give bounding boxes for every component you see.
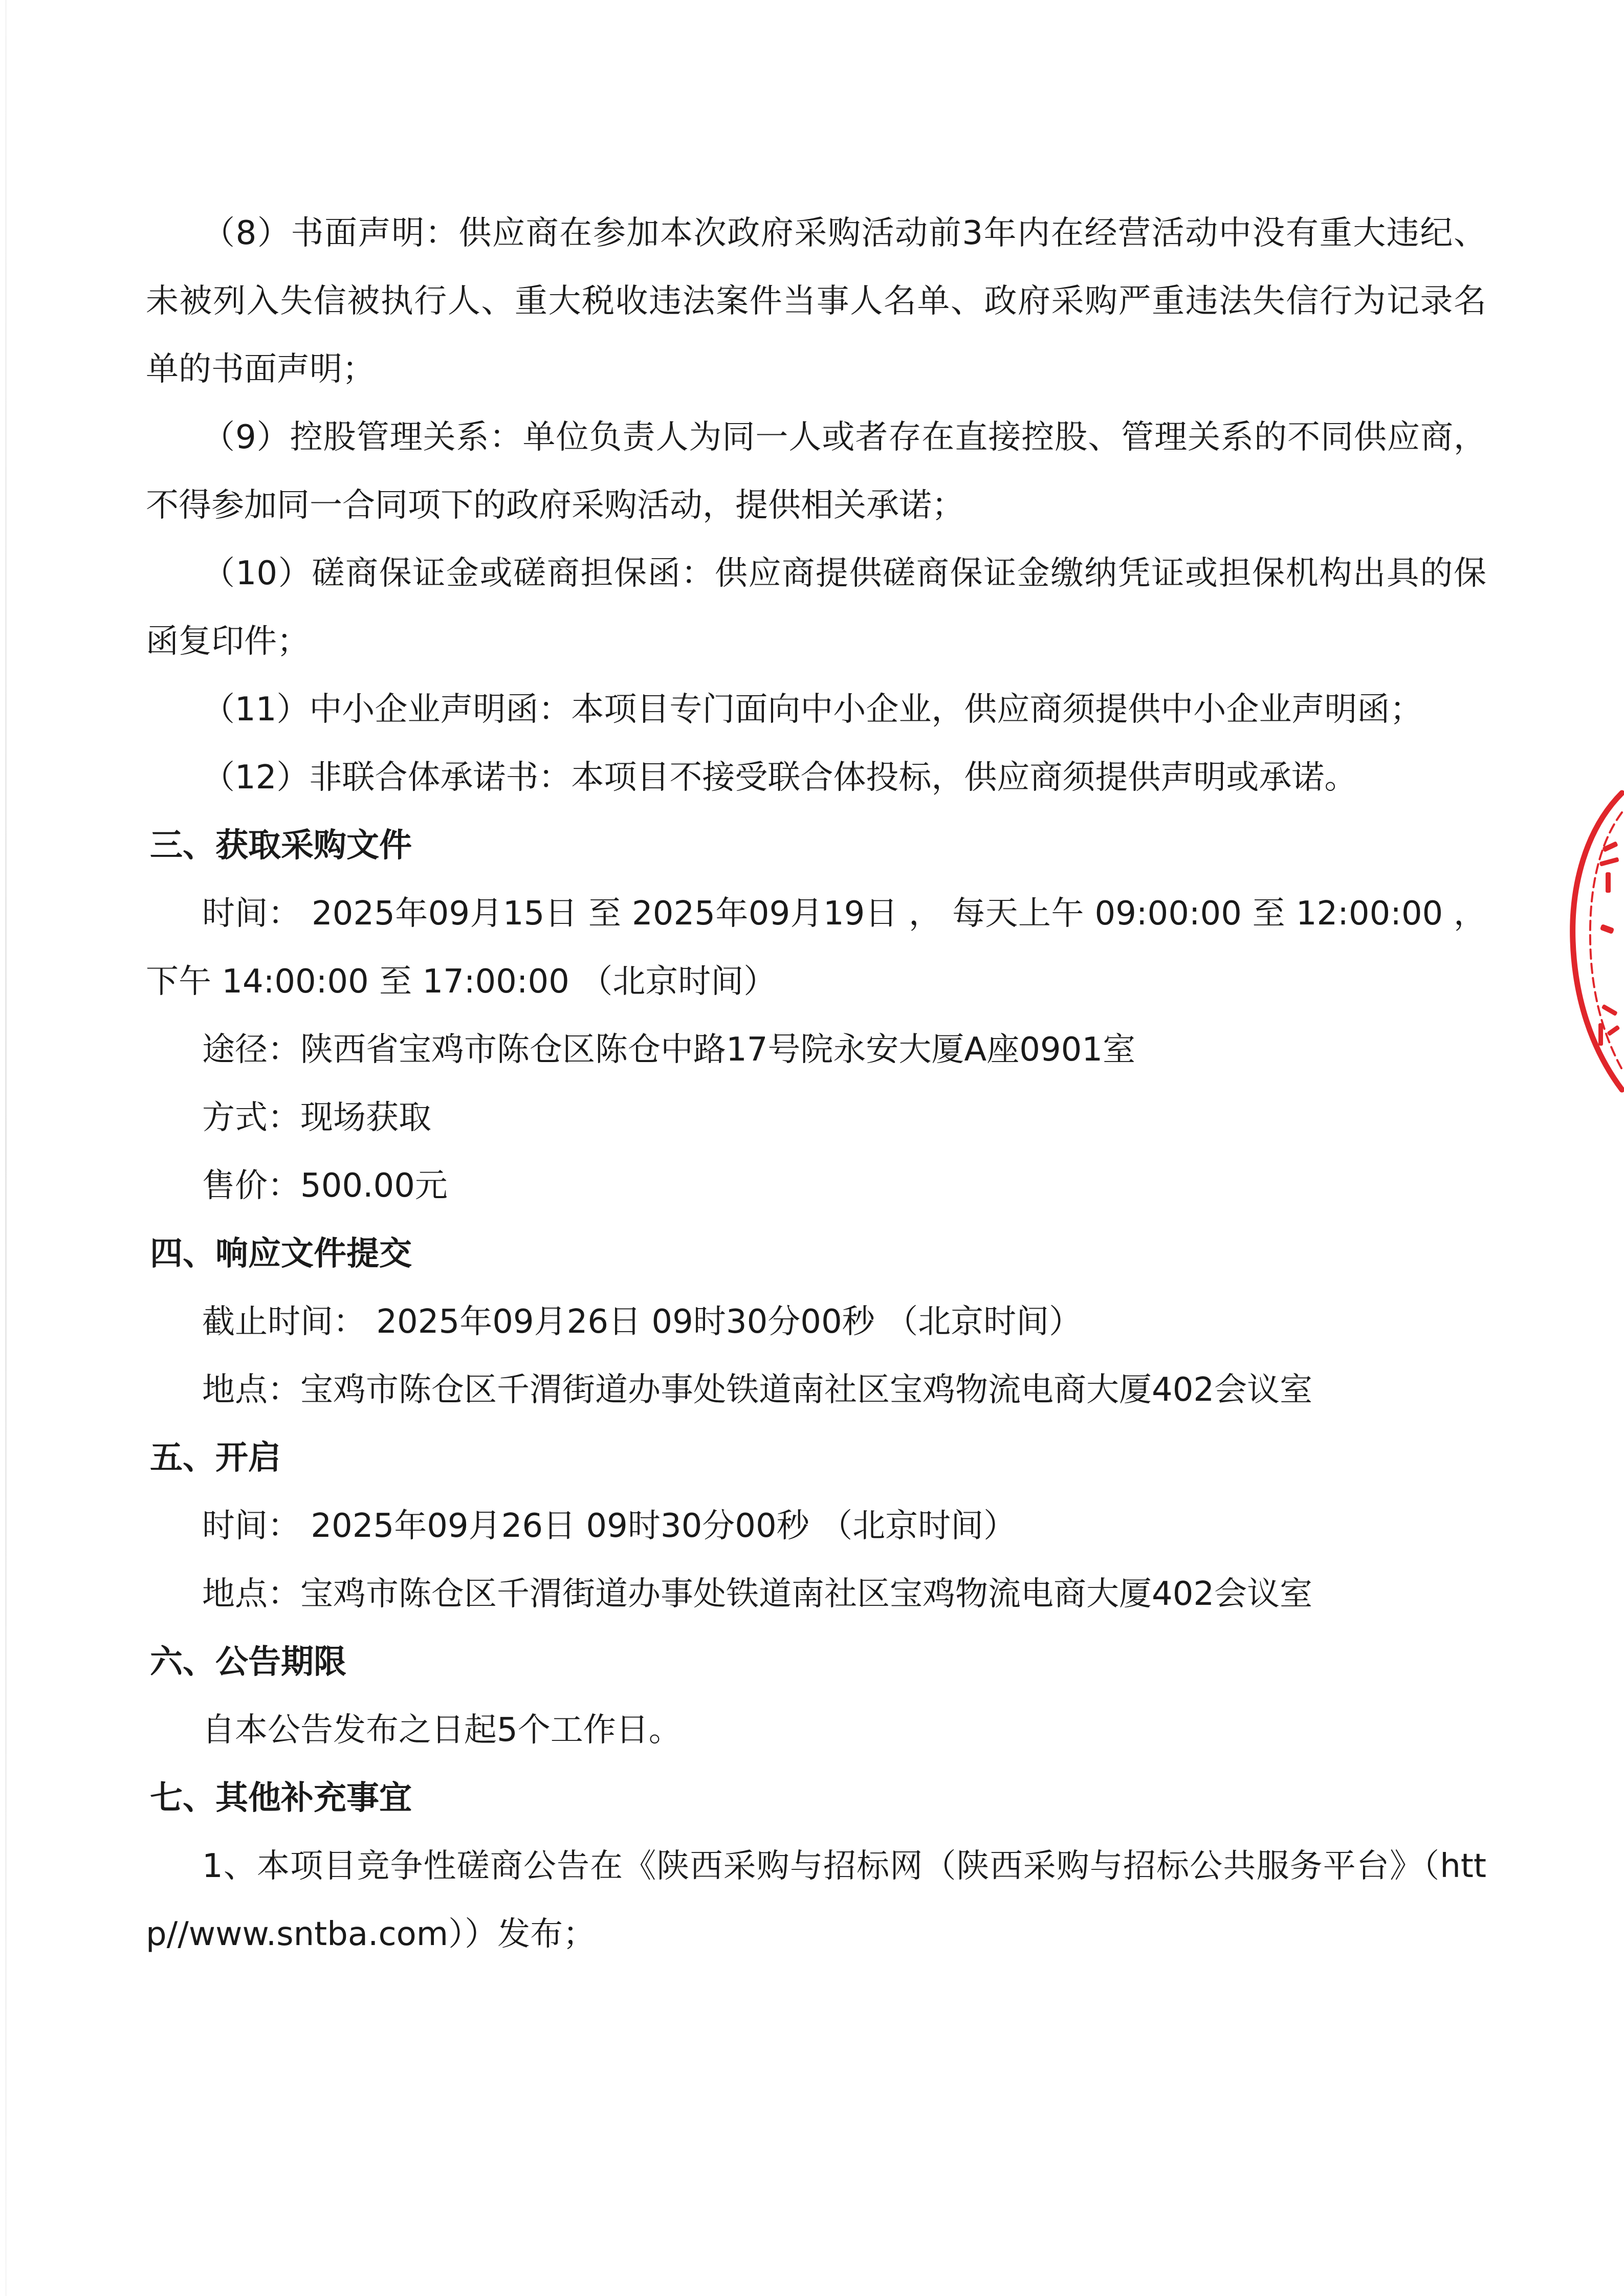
opening-time: 时间： 2025年09月26日 09时30分00秒 （北京时间） [202, 1507, 1017, 1545]
submission-deadline: 截止时间： 2025年09月26日 09时30分00秒 （北京时间） [202, 1303, 1082, 1341]
obtain-method: 方式：现场获取 [202, 1099, 431, 1137]
scan-edge-shadow [5, 0, 7, 2296]
qualification-item-12: （12）非联合体承诺书：本项目不接受联合体投标，供应商须提供声明或承诺。 [202, 759, 1357, 797]
qualification-item-9: （9）控股管理关系：单位负责人为同一人或者存在直接控股、管理关系的不同供应商，不得参加同一合同项下的政府采购活动，提供相关承诺； [146, 418, 1486, 524]
section-heading-other-matters: 七、其他补充事宜 [150, 1779, 412, 1817]
document-body [146, 200, 1486, 1969]
section-heading-opening: 五、开启 [150, 1439, 281, 1477]
section-heading-submission: 四、响应文件提交 [150, 1235, 412, 1273]
opening-location: 地点：宝鸡市陈仓区千渭街道办事处铁道南社区宝鸡物流电商大厦402会议室 [202, 1575, 1313, 1613]
official-seal-stamp [1555, 783, 1624, 1100]
obtain-price: 售价：500.00元 [202, 1167, 448, 1205]
qualification-item-11: （11）中小企业声明函：本项目专门面向中小企业，供应商须提供中小企业声明函； [202, 691, 1423, 728]
qualification-item-8: （8）书面声明：供应商在参加本次政府采购活动前3年内在经营活动中没有重大违纪、未被列入失信被执行人、重大税收违法案件当事人名单、政府采购严重违法失信行为记录名单的书面声明； [146, 214, 1486, 388]
obtain-time: 时间： 2025年09月15日 至 2025年09月19日 ， 每天上午 09:00:00 至 12:00:00 ， 下午 14:00:00 至 17:00:00 （北京时间） [146, 895, 1486, 1001]
section-heading-notice-period: 六、公告期限 [150, 1643, 346, 1681]
notice-period-text: 自本公告发布之日起5个工作日。 [202, 1711, 682, 1749]
other-matters-item-1: 1、本项目竞争性磋商公告在《陕西采购与招标网（陕西采购与招标公共服务平台》（http//www.sntba.com））发布； [146, 1847, 1486, 1953]
obtain-route: 途径：陕西省宝鸡市陈仓区陈仓中路17号院永安大厦A座0901室 [202, 1031, 1136, 1069]
qualification-item-10: （10）磋商保证金或磋商担保函：供应商提供磋商保证金缴纳凭证或担保机构出具的保函复印件； [146, 555, 1486, 660]
submission-location: 地点：宝鸡市陈仓区千渭街道办事处铁道南社区宝鸡物流电商大厦402会议室 [202, 1371, 1313, 1409]
section-heading-obtain-documents: 三、获取采购文件 [150, 827, 412, 865]
